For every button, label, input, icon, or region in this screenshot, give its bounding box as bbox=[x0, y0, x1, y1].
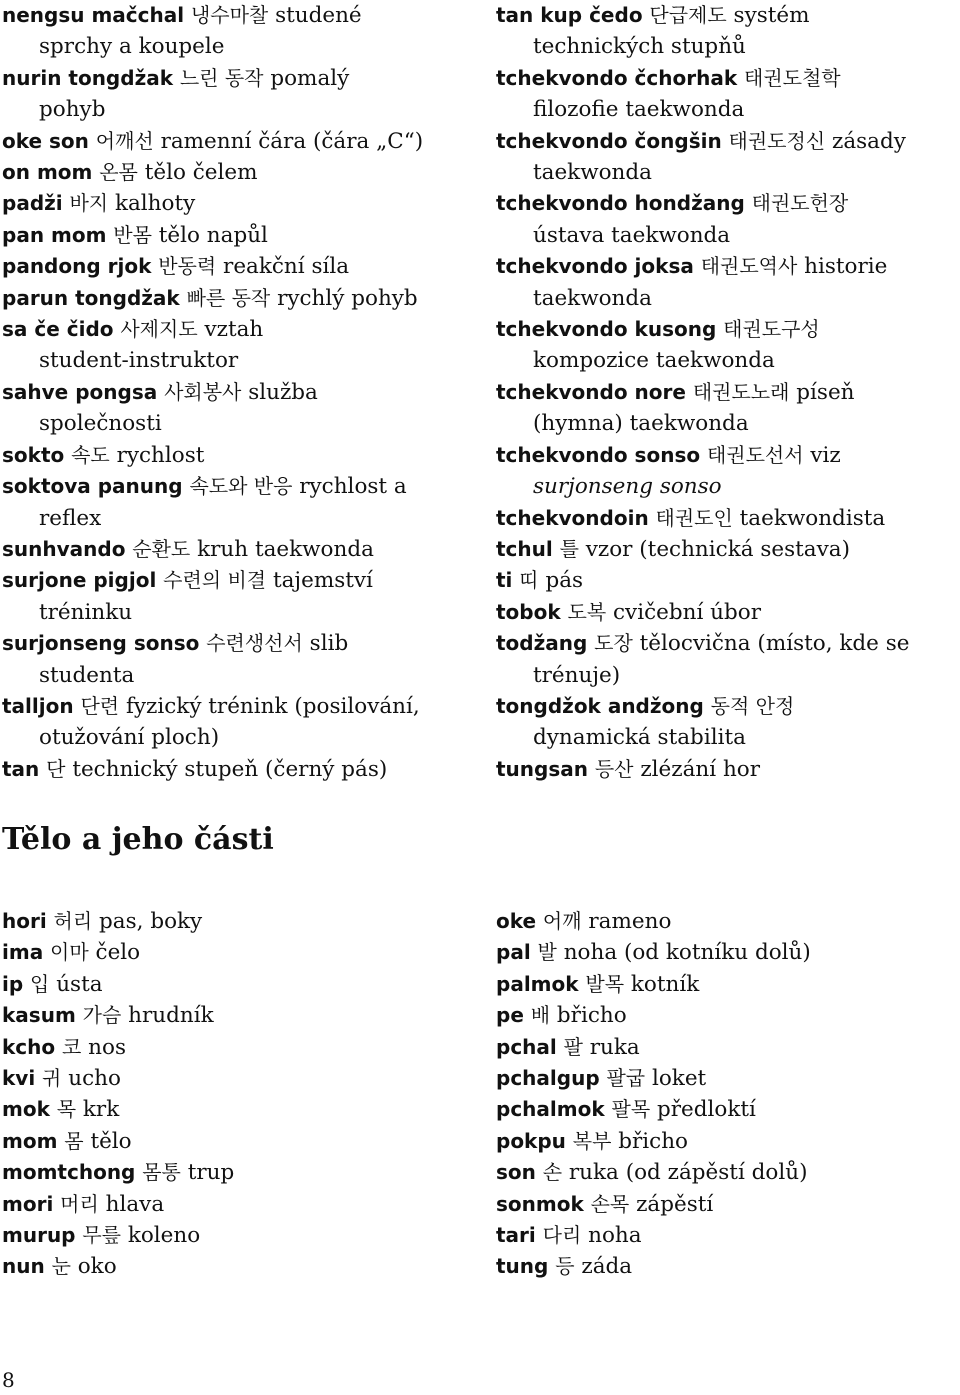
entry-term: kasum bbox=[2, 1003, 76, 1028]
entry-hangul: 바지 bbox=[69, 191, 109, 216]
glossary-entry bbox=[496, 1000, 956, 1031]
glossary-entry bbox=[2, 1157, 472, 1188]
entry-hangul: 가슴 bbox=[82, 1003, 122, 1028]
entry-continuation: filozofie taekwonda bbox=[533, 97, 745, 123]
glossary-entry bbox=[2, 1220, 472, 1251]
entry-definition: kruh taekwonda bbox=[197, 536, 374, 562]
glossary-entry bbox=[2, 157, 472, 188]
entry-continuation: trénuje) bbox=[533, 662, 621, 688]
entry-definition: čelo bbox=[95, 940, 141, 966]
entry-term: oke bbox=[496, 909, 537, 933]
entry-hangul: 머리 bbox=[60, 1191, 99, 1216]
glossary-entry bbox=[2, 969, 472, 1000]
entry-definition: břicho bbox=[618, 1128, 688, 1154]
entry-definition: studené bbox=[275, 3, 362, 28]
entry-hangul: 발목 bbox=[585, 971, 625, 996]
glossary-entry bbox=[496, 534, 956, 565]
entry-term: murup bbox=[2, 1223, 76, 1248]
entry-definition: reakční síla bbox=[223, 254, 350, 280]
entry-term: son bbox=[496, 1160, 536, 1185]
entry-definition: tajemství bbox=[272, 568, 373, 594]
entry-hangul: 팔굽 bbox=[606, 1066, 646, 1091]
entry-definition: systém bbox=[733, 3, 810, 28]
page-number: 8 bbox=[2, 1368, 15, 1392]
entry-term: nurin tongdžak bbox=[2, 65, 174, 90]
entry-definition: trup bbox=[187, 1160, 235, 1186]
entry-continuation: studenta bbox=[39, 662, 135, 688]
entry-continuation: ústava taekwonda bbox=[533, 222, 731, 248]
entry-hangul: 단련 bbox=[80, 693, 120, 718]
entry-term: sunhvando bbox=[2, 536, 126, 561]
entry-hangul: 손 bbox=[542, 1160, 563, 1185]
entry-hangul: 등산 bbox=[594, 756, 634, 781]
glossary-entry bbox=[496, 969, 956, 1000]
entry-hangul: 등 bbox=[555, 1254, 575, 1279]
glossary-entry bbox=[496, 1032, 956, 1063]
entry-definition: vzor (technická sestava) bbox=[585, 536, 850, 562]
glossary-entry bbox=[496, 188, 956, 219]
entry-hangul: 귀 bbox=[42, 1066, 62, 1091]
entry-term: momtchong bbox=[2, 1160, 136, 1185]
glossary-column-bottom-right bbox=[496, 906, 956, 1283]
glossary-entry bbox=[496, 1220, 956, 1251]
entry-continuation: tréninku bbox=[39, 599, 133, 625]
glossary-entry bbox=[496, 1189, 956, 1220]
entry-hangul: 배 bbox=[530, 1003, 551, 1028]
entry-term: tchul bbox=[496, 536, 553, 561]
glossary-entry bbox=[496, 1063, 956, 1094]
entry-hangul: 무릎 bbox=[82, 1223, 121, 1248]
glossary-entry bbox=[496, 1157, 956, 1188]
glossary-column-bottom-left bbox=[2, 906, 472, 1283]
entry-term: on mom bbox=[2, 160, 93, 185]
entry-continuation: student-instruktor bbox=[39, 348, 239, 374]
entry-term: sahve pongsa bbox=[2, 379, 158, 404]
entry-definition: ramenní čára (čára „C“) bbox=[160, 128, 424, 154]
entry-definition: břicho bbox=[556, 1003, 627, 1029]
entry-term: palmok bbox=[496, 971, 579, 996]
entry-hangul: 속도 bbox=[71, 442, 110, 467]
entry-hangul: 코 bbox=[61, 1034, 82, 1059]
glossary-entry bbox=[2, 628, 472, 659]
entry-hangul: 손목 bbox=[590, 1191, 630, 1216]
entry-term: surjonseng sonso bbox=[2, 631, 200, 656]
entry-term: ti bbox=[496, 568, 513, 593]
entry-hangul: 팔 bbox=[563, 1034, 583, 1059]
glossary-column-top-left bbox=[2, 0, 472, 785]
entry-definition: oko bbox=[77, 1254, 117, 1280]
entry-continuation: kompozice taekwonda bbox=[533, 348, 775, 374]
section-heading: Tělo a jeho části bbox=[2, 822, 274, 857]
entry-definition: ruka (od zápěstí dolů) bbox=[568, 1160, 808, 1186]
glossary-entry bbox=[496, 251, 956, 282]
entry-hangul: 반몸 bbox=[113, 222, 152, 247]
entry-definition: koleno bbox=[127, 1223, 201, 1249]
entry-hangul: 동적 안정 bbox=[710, 693, 795, 718]
entry-term: tungsan bbox=[496, 756, 588, 781]
glossary-entry bbox=[496, 1126, 956, 1157]
entry-definition: ústa bbox=[56, 971, 103, 997]
entry-term: pchalgup bbox=[496, 1066, 600, 1091]
entry-hangul: 태권도철학 bbox=[744, 65, 841, 90]
entry-definition: tělo čelem bbox=[144, 160, 258, 186]
glossary-entry bbox=[496, 0, 956, 31]
entry-definition: fyzický trénink (posilování, bbox=[125, 693, 420, 719]
entry-term: tchekvondo nore bbox=[496, 379, 686, 404]
glossary-entry bbox=[2, 126, 472, 157]
glossary-entry bbox=[2, 1126, 472, 1157]
glossary-entry bbox=[2, 906, 472, 937]
entry-hangul: 목 bbox=[56, 1097, 77, 1122]
entry-definition: noha (od kotníku dolů) bbox=[563, 940, 811, 966]
glossary-entry bbox=[2, 471, 472, 502]
entry-hangul: 단급제도 bbox=[649, 3, 727, 27]
entry-term: tchekvondo joksa bbox=[496, 254, 694, 279]
glossary-entry bbox=[496, 314, 956, 345]
entry-continuation: reflex bbox=[39, 505, 102, 531]
entry-term: pchalmok bbox=[496, 1097, 605, 1122]
entry-hangul: 냉수마찰 bbox=[190, 3, 269, 27]
entry-definition: záda bbox=[581, 1254, 633, 1280]
glossary-entry bbox=[496, 503, 956, 534]
entry-term: talljon bbox=[2, 693, 74, 718]
entry-definition: pas, boky bbox=[99, 909, 203, 934]
entry-hangul: 수련의 비결 bbox=[163, 568, 267, 593]
entry-definition: noha bbox=[588, 1223, 642, 1249]
glossary-entry bbox=[496, 440, 956, 471]
entry-hangul: 수련생선서 bbox=[206, 631, 303, 656]
entry-definition: ruka bbox=[589, 1034, 640, 1060]
entry-hangul: 순환도 bbox=[132, 536, 191, 561]
entry-definition: tělo bbox=[90, 1128, 132, 1154]
entry-hangul: 태권도인 bbox=[655, 505, 733, 530]
entry-hangul: 느린 동작 bbox=[179, 65, 264, 90]
glossary-entry bbox=[2, 220, 472, 251]
entry-hangul: 태권도구성 bbox=[723, 317, 820, 342]
glossary-entry bbox=[2, 937, 472, 968]
entry-hangul: 반동력 bbox=[158, 254, 217, 279]
glossary-entry bbox=[2, 251, 472, 282]
entry-definition: rameno bbox=[588, 909, 672, 934]
entry-hangul: 온몸 bbox=[99, 160, 138, 185]
entry-definition: hlava bbox=[105, 1191, 165, 1217]
entry-definition: cvičební úbor bbox=[613, 599, 761, 625]
entry-hangul: 복부 bbox=[572, 1128, 612, 1153]
glossary-entry bbox=[2, 565, 472, 596]
glossary-entry bbox=[2, 0, 472, 31]
glossary-entry bbox=[496, 691, 956, 722]
entry-hangul: 태권도선서 bbox=[706, 442, 804, 467]
entry-definition: taekwondista bbox=[739, 505, 886, 531]
entry-hangul: 사제지도 bbox=[120, 317, 198, 342]
entry-hangul: 팔목 bbox=[611, 1097, 651, 1122]
entry-definition: kotník bbox=[630, 971, 700, 997]
glossary-entry bbox=[496, 906, 956, 937]
entry-term: pe bbox=[496, 1003, 524, 1028]
glossary-entry bbox=[496, 377, 956, 408]
entry-hangul: 태권도역사 bbox=[700, 254, 798, 279]
entry-term: pchal bbox=[496, 1034, 557, 1059]
glossary-list bbox=[496, 906, 956, 1283]
entry-term: sonmok bbox=[496, 1191, 584, 1216]
glossary-list bbox=[2, 0, 472, 785]
entry-term: tchekvondo kusong bbox=[496, 317, 717, 342]
glossary-entry bbox=[496, 1251, 956, 1282]
entry-hangul: 태권도헌장 bbox=[751, 191, 849, 216]
entry-hangul: 눈 bbox=[51, 1254, 71, 1279]
entry-term: kvi bbox=[2, 1066, 36, 1091]
entry-term: ima bbox=[2, 940, 44, 965]
entry-term: mom bbox=[2, 1128, 58, 1153]
entry-hangul: 이마 bbox=[50, 940, 89, 965]
entry-continuation: dynamická stabilita bbox=[533, 725, 746, 751]
entry-term: surjone pigjol bbox=[2, 568, 157, 593]
entry-term: kcho bbox=[2, 1034, 56, 1059]
entry-term: pan mom bbox=[2, 222, 107, 247]
entry-term: nun bbox=[2, 1254, 45, 1279]
entry-term: todžang bbox=[496, 631, 588, 656]
entry-term: ip bbox=[2, 971, 24, 996]
entry-hangul: 단 bbox=[46, 756, 66, 781]
entry-term: tan kup čedo bbox=[496, 3, 643, 27]
entry-definition: historie bbox=[804, 254, 888, 280]
entry-term: mok bbox=[2, 1097, 50, 1122]
entry-definition: rychlost bbox=[116, 442, 205, 468]
entry-hangul: 몸통 bbox=[142, 1160, 181, 1185]
entry-hangul: 틀 bbox=[559, 536, 579, 561]
entry-definition: předloktí bbox=[656, 1097, 756, 1123]
entry-term: tchekvondo čchorhak bbox=[496, 65, 738, 90]
entry-term: nengsu mačchal bbox=[2, 3, 185, 27]
entry-term: soktova panung bbox=[2, 474, 183, 499]
entry-term: tchekvondo sonso bbox=[496, 442, 701, 467]
glossary-entry bbox=[2, 754, 472, 785]
glossary-entry bbox=[2, 1094, 472, 1125]
entry-hangul: 빠른 동작 bbox=[186, 285, 271, 310]
entry-term: tung bbox=[496, 1254, 549, 1279]
entry-definition: hrudník bbox=[128, 1003, 214, 1029]
entry-term: tari bbox=[496, 1223, 536, 1248]
entry-continuation: pohyb bbox=[39, 97, 106, 123]
entry-definition: krk bbox=[82, 1097, 120, 1123]
entry-definition: pás bbox=[545, 568, 584, 594]
entry-term: sokto bbox=[2, 442, 65, 467]
entry-continuation: společnosti bbox=[39, 411, 162, 437]
glossary-entry bbox=[496, 597, 956, 628]
glossary-entry bbox=[496, 628, 956, 659]
glossary-entry bbox=[496, 63, 956, 94]
entry-definition: rychlost a bbox=[299, 474, 407, 500]
entry-continuation: technických stupňů bbox=[533, 34, 746, 60]
glossary-entry bbox=[2, 188, 472, 219]
entry-term: parun tongdžak bbox=[2, 285, 180, 310]
entry-definition: zápěstí bbox=[636, 1191, 714, 1217]
entry-hangul: 발 bbox=[537, 940, 557, 965]
entry-term: tan bbox=[2, 756, 40, 781]
entry-term: tobok bbox=[496, 599, 561, 624]
entry-term: pokpu bbox=[496, 1128, 566, 1153]
entry-term: tchekvondo čongšin bbox=[496, 128, 722, 153]
entry-hangul: 띠 bbox=[519, 568, 539, 593]
glossary-entry bbox=[2, 63, 472, 94]
entry-definition: rychlý pohyb bbox=[277, 285, 418, 311]
entry-hangul: 도장 bbox=[594, 631, 633, 656]
glossary-entry bbox=[496, 937, 956, 968]
entry-term: tongdžok andžong bbox=[496, 693, 704, 718]
entry-term: pal bbox=[496, 940, 531, 965]
entry-term: oke son bbox=[2, 128, 89, 153]
glossary-entry bbox=[2, 1251, 472, 1282]
entry-definition: tělocvična (místo, kde se bbox=[639, 631, 910, 657]
glossary-entry bbox=[2, 1189, 472, 1220]
entry-hangul: 어깨 bbox=[542, 909, 582, 933]
entry-term: mori bbox=[2, 1191, 54, 1216]
glossary-list bbox=[496, 0, 956, 785]
entry-definition: viz bbox=[810, 442, 841, 468]
entry-continuation: taekwonda bbox=[533, 285, 652, 311]
glossary-entry bbox=[2, 1063, 472, 1094]
entry-term: tchekvondo hondžang bbox=[496, 191, 745, 216]
glossary-entry bbox=[2, 377, 472, 408]
glossary-entry bbox=[2, 1000, 472, 1031]
entry-definition: služba bbox=[248, 379, 318, 405]
entry-hangul: 입 bbox=[30, 971, 50, 996]
entry-hangul: 허리 bbox=[53, 909, 93, 933]
glossary-entry bbox=[496, 565, 956, 596]
entry-continuation: (hymna) taekwonda bbox=[533, 411, 749, 437]
entry-definition: ucho bbox=[68, 1066, 121, 1092]
entry-definition: zásady bbox=[832, 128, 906, 154]
entry-definition: vztah bbox=[204, 317, 264, 343]
glossary-entry bbox=[2, 1032, 472, 1063]
entry-definition: technický stupeň (černý pás) bbox=[72, 756, 388, 782]
entry-definition: pomalý bbox=[270, 65, 350, 91]
entry-term: hori bbox=[2, 909, 47, 933]
entry-definition: tělo napůl bbox=[158, 222, 268, 248]
entry-continuation: sprchy a koupele bbox=[39, 34, 225, 60]
entry-term: tchekvondoin bbox=[496, 505, 649, 530]
entry-continuation: surjonseng sonso bbox=[533, 474, 722, 500]
entry-definition: kalhoty bbox=[114, 191, 196, 217]
glossary-entry bbox=[2, 283, 472, 314]
entry-term: pandong rjok bbox=[2, 254, 152, 279]
glossary-entry bbox=[2, 314, 472, 345]
entry-hangul: 다리 bbox=[542, 1223, 582, 1248]
glossary-entry bbox=[2, 534, 472, 565]
glossary-column-top-right bbox=[496, 0, 956, 785]
glossary-entry bbox=[496, 126, 956, 157]
glossary-list bbox=[2, 906, 472, 1283]
entry-hangul: 몸 bbox=[64, 1128, 84, 1153]
entry-term: sa če čido bbox=[2, 317, 114, 342]
glossary-entry bbox=[496, 1094, 956, 1125]
entry-hangul: 속도와 반응 bbox=[189, 474, 293, 499]
entry-definition: zlézání hor bbox=[640, 756, 761, 782]
entry-hangul: 태권도정신 bbox=[728, 128, 826, 153]
entry-term: padži bbox=[2, 191, 63, 216]
glossary-entry bbox=[2, 691, 472, 722]
glossary-entry bbox=[496, 754, 956, 785]
entry-definition: slib bbox=[309, 631, 349, 657]
entry-definition: píseň bbox=[796, 379, 855, 405]
entry-hangul: 태권도노래 bbox=[692, 379, 790, 404]
entry-hangul: 도복 bbox=[567, 599, 607, 624]
entry-hangul: 어깨선 bbox=[95, 128, 154, 153]
glossary-entry bbox=[2, 440, 472, 471]
entry-definition: loket bbox=[651, 1066, 707, 1092]
entry-hangul: 사회봉사 bbox=[164, 379, 242, 404]
entry-continuation: otužování ploch) bbox=[39, 725, 220, 751]
entry-definition: nos bbox=[88, 1034, 126, 1060]
entry-continuation: taekwonda bbox=[533, 160, 652, 186]
